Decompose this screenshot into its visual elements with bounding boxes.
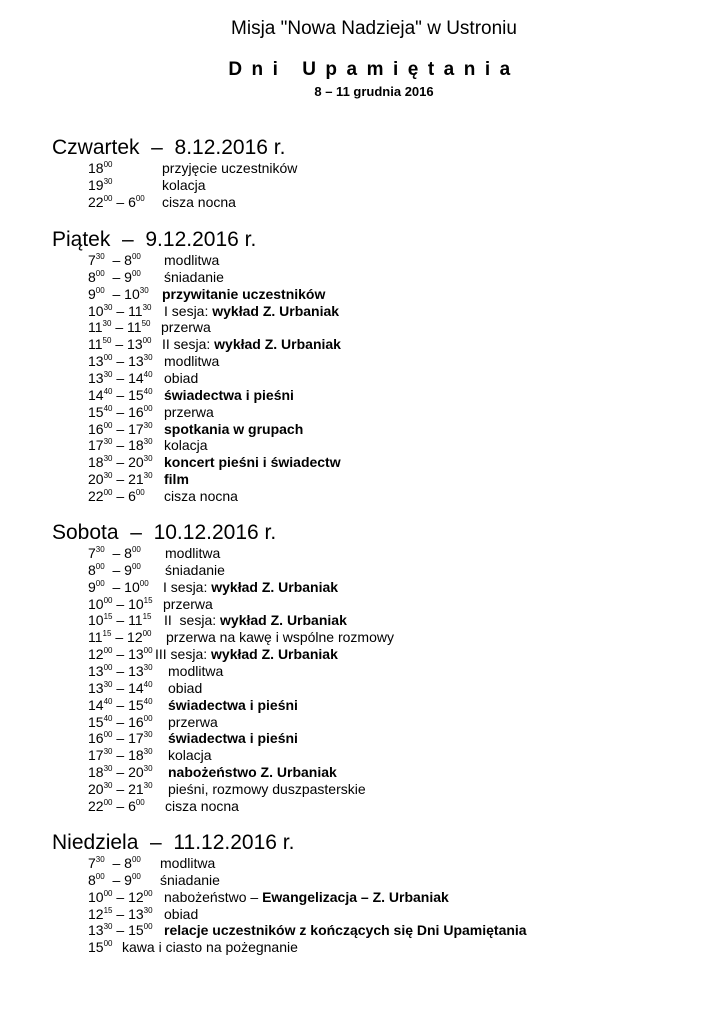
schedule-item [0,488,724,505]
schedule-description: przywitanie uczestników [162,285,326,302]
schedule-item [0,889,724,906]
schedule-description: przerwa [161,319,211,336]
schedule-time: $8^{00} - 9^{00}$ [88,268,141,285]
schedule-description: świadectwa i pieśni [168,730,298,747]
schedule-description: modlitwa [160,855,216,871]
schedule-description: I sesja: wykład Z. Urbaniak [163,578,339,595]
schedule-item [0,680,724,697]
schedule-item [0,596,724,613]
schedule-item [0,454,724,471]
schedule-item [0,663,724,680]
schedule-time: $14^{40} - 15^{40}$ [88,386,153,403]
schedule-item [0,697,724,714]
organization-title: Misja "Nowa Nadzieja" w Ustroniu [231,18,517,39]
schedule-description: nabożeństwo – Ewangelizacja – Z. Urbaniak [164,888,449,905]
schedule-item [0,471,724,488]
schedule-time: $18^{00}$ [88,160,113,176]
schedule-description: kolacja [168,747,212,764]
event-title: Dni Upamiętania [228,59,520,80]
schedule-description: kolacja [162,176,206,193]
schedule-time: $12^{00} - 13^{00}$ [88,646,153,663]
schedule-time: $20^{30} - 21^{30}$ [88,471,153,488]
schedule-description: relacje uczestników z kończących się Dni Upamiętania [164,922,527,939]
schedule-time: $22^{00} - 6^{00}$ [88,487,145,504]
schedule-description: cisza nocna [162,193,236,210]
schedule-description: film [164,471,189,488]
schedule-time: $7^{30} - 8^{00}$ [88,252,141,268]
schedule-time: $13^{30} - 15^{00}$ [88,922,153,939]
schedule-time: $10^{30} - 11^{30}$ [88,302,152,319]
schedule-item [0,286,724,303]
schedule-description: modlitwa [168,663,224,679]
schedule-time: $7^{30} - 8^{00}$ [88,855,141,871]
schedule-time: $13^{30} - 14^{40}$ [88,679,153,696]
schedule-item [0,629,724,646]
schedule-item [0,252,724,269]
day-heading: Niedziela – 11.12.2016 r. [52,831,295,854]
schedule-time: $15^{40} - 16^{00}$ [88,713,153,730]
schedule-description: przerwa na kawę i wspólne rozmowy [166,629,394,646]
schedule-description: świadectwa i pieśni [168,696,298,713]
schedule-item [0,303,724,320]
schedule-item [0,764,724,781]
schedule-description: przerwa [163,595,213,612]
schedule-item [0,612,724,629]
day-heading: Czwartek – 8.12.2016 r. [52,136,286,159]
schedule-description: obiad [164,905,199,922]
schedule-time: $10^{00} - 12^{00}$ [88,888,153,905]
event-dates: 8 – 11 grudnia 2016 [314,84,434,99]
schedule-time: $18^{30} - 20^{30}$ [88,454,153,471]
schedule-item [0,922,724,939]
schedule-time: $7^{30} - 8^{00}$ [88,545,141,561]
schedule-description: śniadanie [160,871,220,888]
schedule-item [0,730,724,747]
schedule-item [0,939,724,956]
schedule-item [0,906,724,923]
schedule-description: przyjęcie uczestników [162,160,298,176]
schedule-description: świadectwa i pieśni [164,386,294,403]
schedule-time: $15^{40} - 16^{00}$ [88,403,153,420]
schedule-time: $9^{00} - 10^{00}$ [88,578,149,595]
schedule-description: śniadanie [165,561,225,578]
schedule-description: modlitwa [164,353,220,370]
schedule-item [0,781,724,798]
schedule-description: spotkania w grupach [164,420,304,437]
schedule-time: $22^{00} - 6^{00}$ [88,193,145,210]
schedule-item [0,579,724,596]
day-heading: Sobota – 10.12.2016 r. [52,521,277,544]
schedule-item [0,269,724,286]
schedule-item [0,370,724,387]
schedule-item [0,387,724,404]
schedule-description: śniadanie [164,268,224,285]
schedule-description: obiad [164,370,199,386]
schedule-item [0,798,724,815]
schedule-item [0,194,724,211]
schedule-time: $19^{30}$ [88,176,113,193]
schedule-description: przerwa [164,403,214,420]
schedule-time: $17^{30} - 18^{30}$ [88,747,153,764]
schedule-item [0,160,724,177]
schedule-description: modlitwa [164,252,220,268]
schedule-item [0,747,724,764]
schedule-time: $20^{30} - 21^{30}$ [88,780,153,797]
schedule-time: $18^{30} - 20^{30}$ [88,764,153,780]
schedule-time: $11^{15} - 12^{00}$ [88,629,152,646]
schedule-item [0,714,724,731]
schedule-time: $13^{00} - 13^{30}$ [88,353,153,370]
schedule-time: $15^{00}$ [88,939,113,956]
schedule-item [0,177,724,194]
schedule-description: II sesja: wykład Z. Urbaniak [164,612,347,629]
schedule-time: $22^{00} - 6^{00}$ [88,797,145,814]
schedule-description: przerwa [168,713,218,730]
schedule-description: nabożeństwo Z. Urbaniak [168,764,337,780]
schedule-description: cisza nocna [165,797,239,814]
schedule-item [0,545,724,562]
schedule-time: $16^{00} - 17^{30}$ [88,420,153,437]
schedule-description: II sesja: wykład Z. Urbaniak [162,336,341,353]
schedule-item [0,855,724,872]
schedule-description: I sesja: wykład Z. Urbaniak [164,302,340,319]
schedule-time: $9^{00} - 10^{30}$ [88,285,149,302]
schedule-time: $12^{15} - 13^{30}$ [88,905,153,922]
schedule-description: cisza nocna [164,487,238,504]
schedule-item [0,421,724,438]
schedule-time: $14^{40} - 15^{40}$ [88,696,153,713]
schedule-time: $17^{30} - 18^{30}$ [88,437,153,454]
schedule-item [0,319,724,336]
schedule-item [0,437,724,454]
schedule-item [0,562,724,579]
schedule-time: $13^{00} - 13^{30}$ [88,663,153,679]
schedule-item [0,872,724,889]
schedule-description: kawa i ciasto na pożegnanie [122,939,298,956]
schedule-item [0,404,724,421]
schedule-item [0,336,724,353]
schedule-description: koncert pieśni i świadectw [164,454,341,471]
schedule-description: pieśni, rozmowy duszpasterskie [168,780,366,797]
schedule-description: modlitwa [165,545,221,561]
schedule-item [0,353,724,370]
schedule-description: III sesja: wykład Z. Urbaniak [155,646,338,663]
schedule-time: $11^{30} - 11^{50}$ [88,319,151,336]
schedule-time: $10^{00} - 10^{15}$ [88,595,153,612]
schedule-time: $11^{50} - 13^{00}$ [88,336,152,353]
schedule-description: kolacja [164,437,208,454]
schedule-description: obiad [168,679,203,696]
schedule-time: $8^{00} - 9^{00}$ [88,561,141,578]
day-heading: Piątek – 9.12.2016 r. [52,228,257,251]
schedule-time: $13^{30} - 14^{40}$ [88,370,153,386]
schedule-time: $10^{15} - 11^{15}$ [88,612,152,629]
schedule-time: $8^{00} - 9^{00}$ [88,871,141,888]
schedule-time: $16^{00} - 17^{30}$ [88,730,153,747]
schedule-item [0,646,724,663]
